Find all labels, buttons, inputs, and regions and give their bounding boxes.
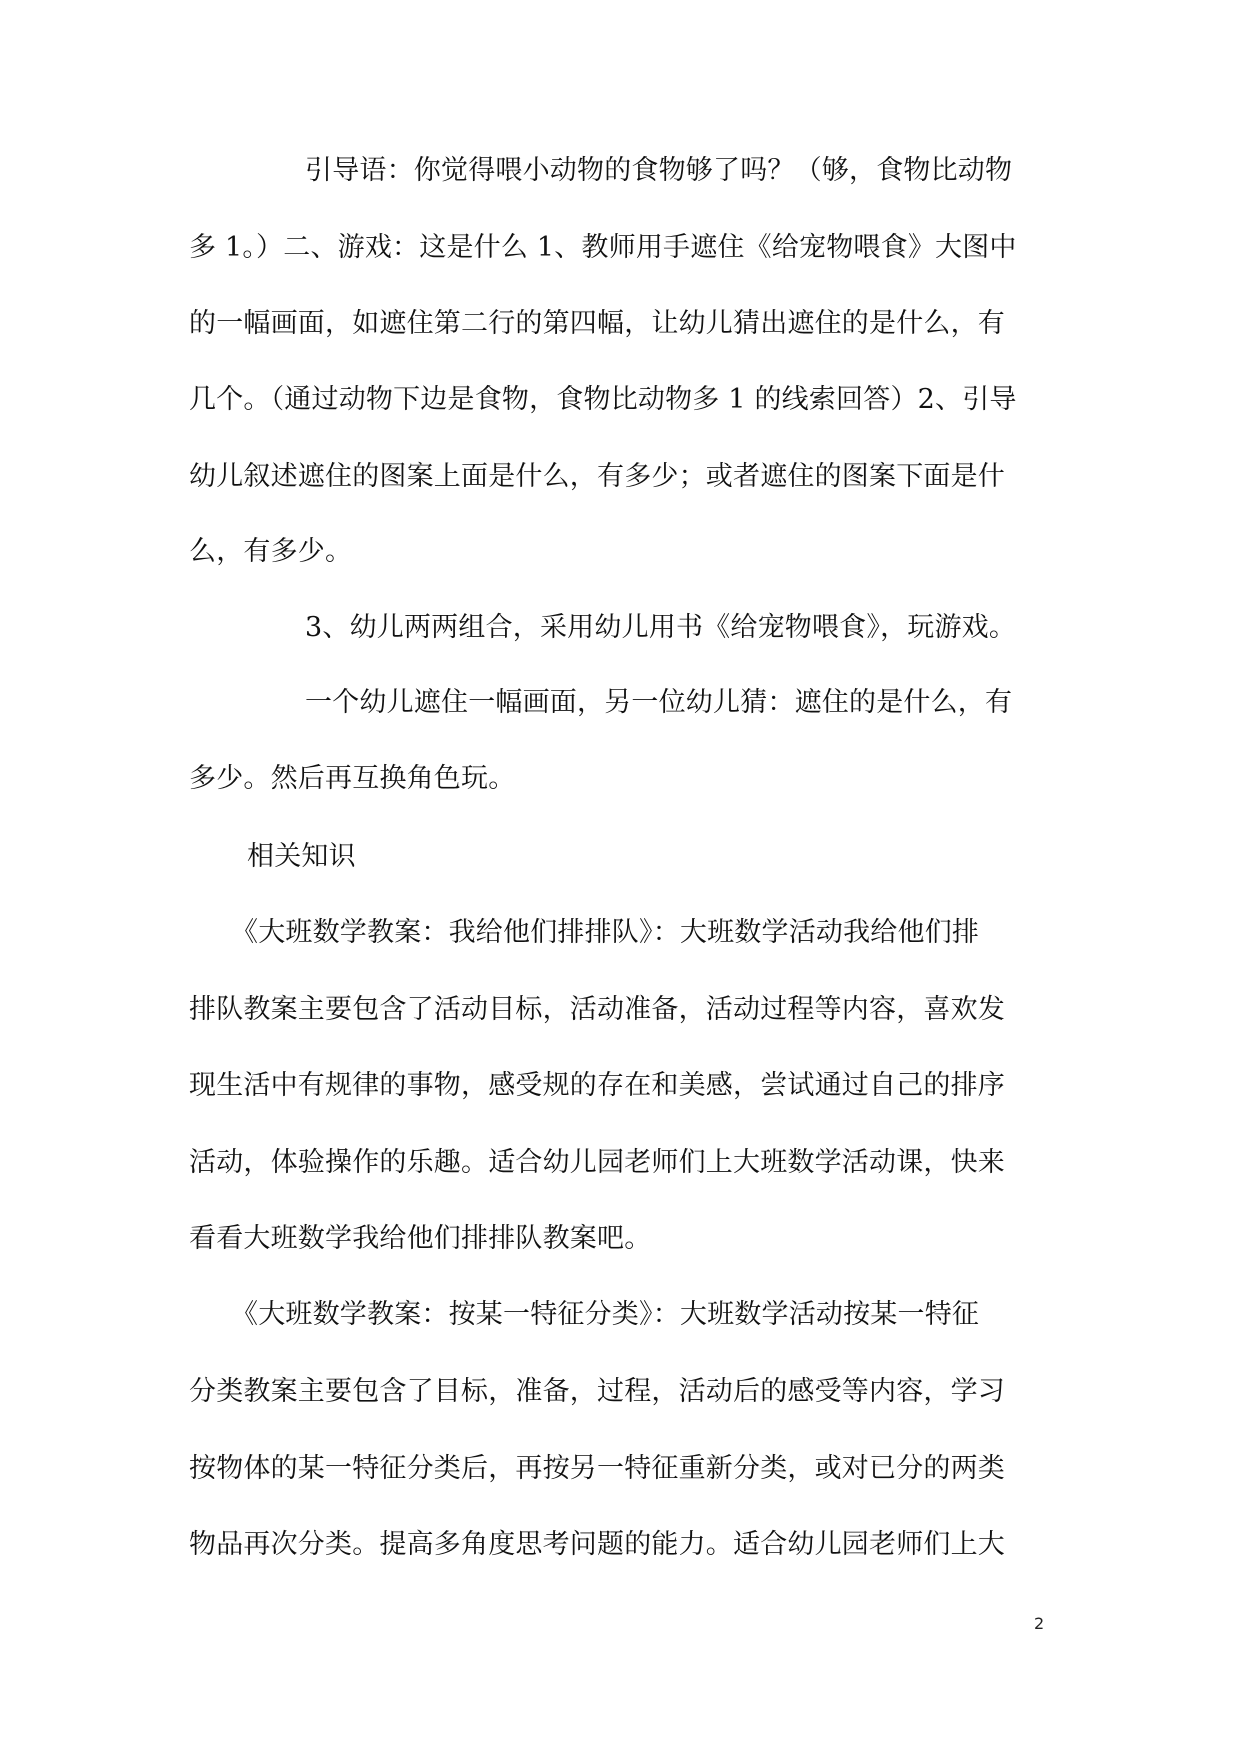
section-heading: 相关知识 <box>247 841 356 872</box>
paragraph-line: 《大班数学教案：我给他们排排队》：大班数学活动我给他们排 <box>231 917 980 948</box>
paragraph-line: 多 1。）二、游戏：这是什么 1、教师用手遮住《给宠物喂食》大图中 <box>189 232 1017 263</box>
paragraph-line: 物品再次分类。提高多角度思考问题的能力。适合幼儿园老师们上大 <box>189 1529 1005 1560</box>
paragraph-line: 多少。然后再互换角色玩。 <box>189 763 516 794</box>
paragraph-line: 《大班数学教案：按某一特征分类》：大班数学活动按某一特征 <box>231 1299 980 1330</box>
paragraph-line: 排队教案主要包含了活动目标，活动准备，活动过程等内容，喜欢发 <box>189 994 1005 1025</box>
paragraph-line: 引导语：你觉得喂小动物的食物够了吗？（够，食物比动物 <box>305 155 1013 186</box>
paragraph-line: 现生活中有规律的事物，感受规的存在和美感，尝试通过自己的排序 <box>189 1070 1005 1101</box>
paragraph-line: 按物体的某一特征分类后，再按另一特征重新分类，或对已分的两类 <box>189 1453 1005 1484</box>
paragraph-line: 一个幼儿遮住一幅画面，另一位幼儿猜：遮住的是什么，有 <box>305 687 1013 718</box>
page-number: 2 <box>1034 1614 1045 1633</box>
paragraph-line: 的一幅画面，如遮住第二行的第四幅，让幼儿猜出遮住的是什么，有 <box>189 308 1005 339</box>
paragraph-line: 么，有多少。 <box>189 536 353 567</box>
paragraph-line: 3、幼儿两两组合，采用幼儿用书《给宠物喂食》，玩游戏。 <box>305 612 1017 643</box>
paragraph-line: 分类教案主要包含了目标，准备，过程，活动后的感受等内容，学习 <box>189 1376 1005 1407</box>
paragraph-line: 活动，体验操作的乐趣。适合幼儿园老师们上大班数学活动课，快来 <box>189 1147 1005 1178</box>
paragraph-line: 幼儿叙述遮住的图案上面是什么，有多少；或者遮住的图案下面是什 <box>189 461 1005 492</box>
paragraph-line: 几个。（通过动物下边是食物，食物比动物多 1 的线索回答）2、引导 <box>189 384 1017 415</box>
paragraph-line: 看看大班数学我给他们排排队教案吧。 <box>189 1223 652 1254</box>
